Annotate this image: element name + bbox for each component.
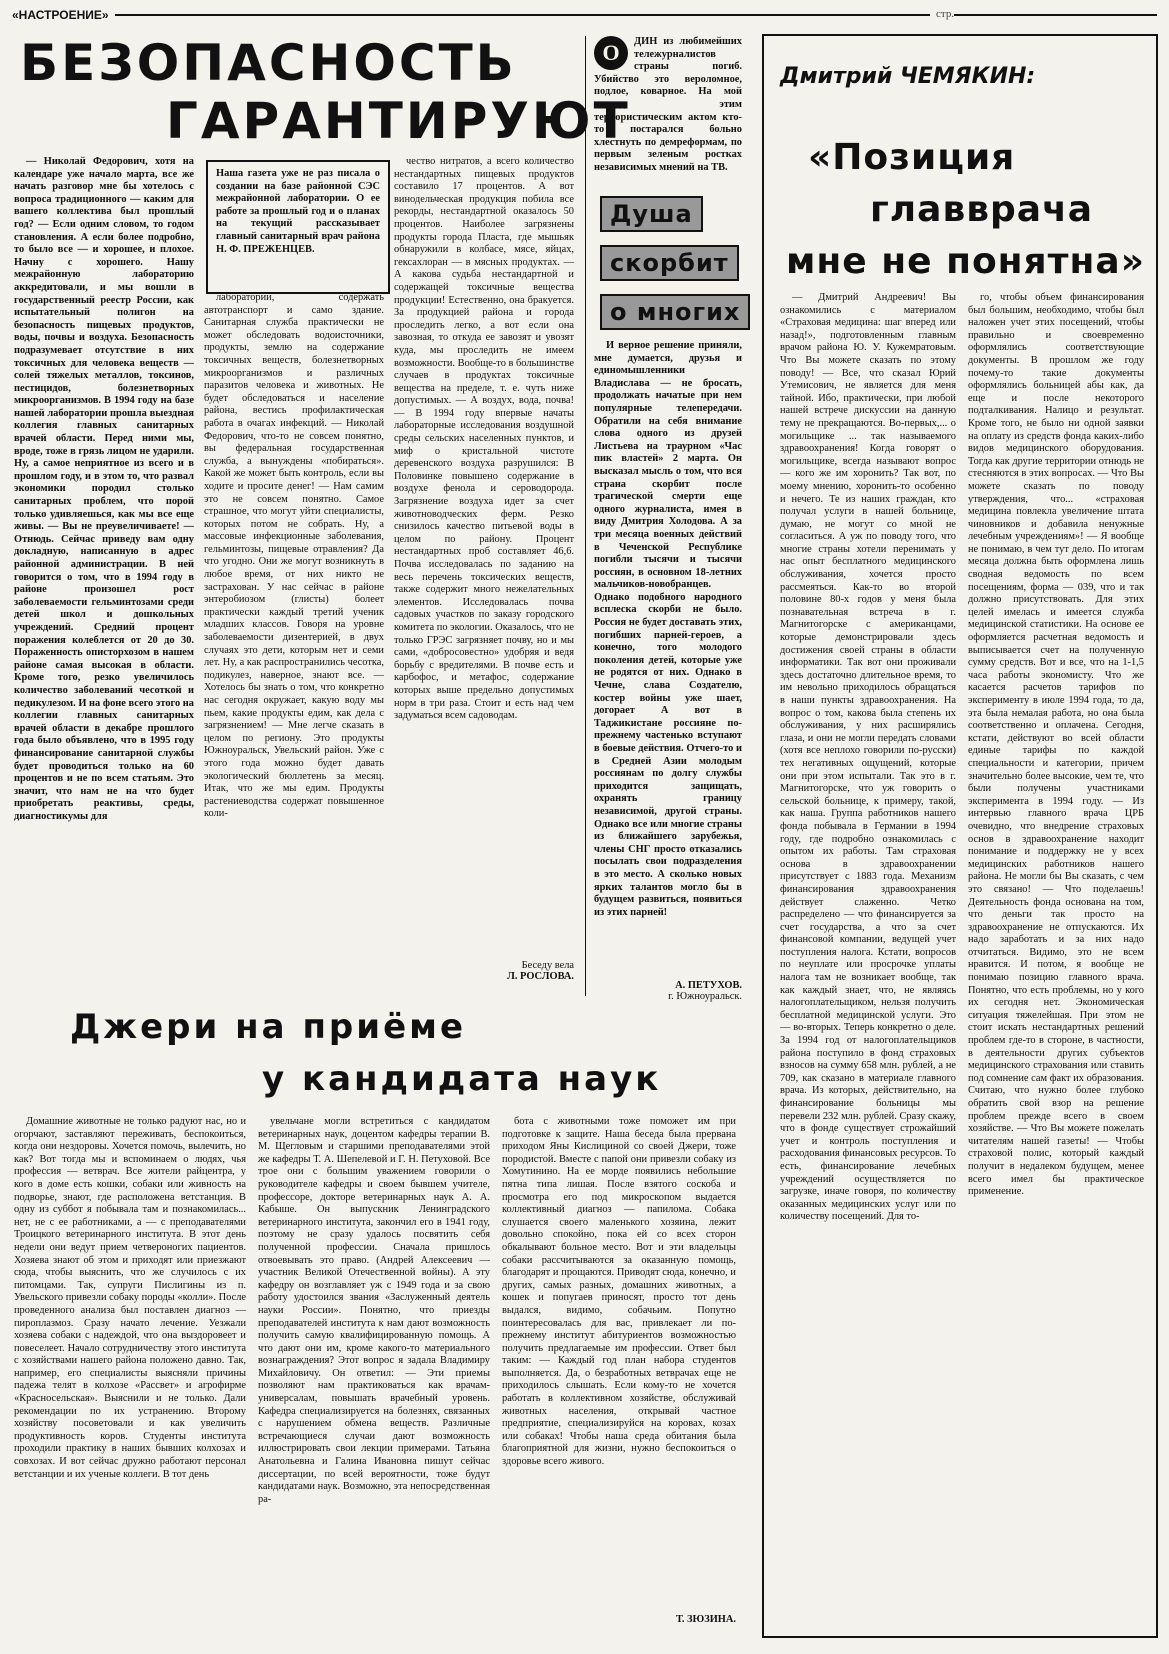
article3-column-2	[258, 1116, 490, 1634]
article2-body-text: И верное решение приняли, мне думается, друзья и единомышленники Владислава — не бросать, продолжать начатые при нем популярные телепередачи. Обратили на себя внимание слова одного из друзей Листьева на траурном «Час пик властей» 2 марта. Он высказал мысль о том, что вся страна скорбит после трагической смерти еще одного журналиста, имея в виду Дмитрия Холодова. А за три месяца военных действий в Чеченской Республике погибли тысячи и тысячи россиян, в основном 18-летних мальчиков-новобранцев. Однако подобного народного всплеска скорби не было. Россия не будет доставать этих, погибших парней-героев, а конечно, того молодого поколения детей, которые уже не родятся от них. Однако в Чечне, слава Создателю, костер войны уже шает, догорает А вот в Таджикистане россияне по-прежнему частенько вступают в боевые действия. Отчего-то и в Средней Азии молодым россиянам по долгу службы приходится защищать, охранять границу независимой, другой страны. Однако все или многие страны из ближайшего зарубежья, члены СНГ просто отказались посылать свои подразделения в это место. А сколько новых ярких талантов могло бы в будущем развиться, появиться из этих парней!	[594, 340, 742, 918]
article1-lead-box: Наша газета уже не раз писала о создании на базе районной СЭС межрайонной лаборатории. О ее работе за прошлый год и о планах на текущий рассказывает главный санитарный врач района Н. Ф. ПРЕЖЕНЦЕВ.	[206, 160, 390, 294]
article1-title-line1: БЕЗОПАСНОСТЬ	[20, 34, 517, 92]
article4-title-line3: мне не понятна»	[786, 241, 1145, 282]
article4-column-2	[968, 292, 1144, 1622]
article2-city: г. Южноуральск.	[668, 991, 742, 1002]
article2-author: А. ПЕТУХОВ.	[675, 980, 742, 991]
article1-signature-label: Беседу вела	[521, 960, 574, 971]
article1-column-1	[14, 156, 194, 976]
article1-column-2	[204, 292, 384, 976]
page-reference: стр.	[930, 8, 954, 20]
article4-col2-text: го, чтобы объем финансирования был большим, необходимо, чтобы был наложен учет этих посещений, чтобы правильно и своевременно оформлялись соответствующие документы. В прошлом же году почему-то такие документы оформлялись больницей абы как, да еще и после некоторого подталкивания. Налицо и результат. Кроме того, не было ни одной заявки на оплату из средств фонда каких-либо видов медицинского оборудования. Тогда как другие территории отнюдь не стесняются в этих вопросах. — Что Вы можете сказать по поводу утверждения, что... «страховая медицина повлекла увеличение штата чиновников и добавила ненужные лечебным учреждениям»! — Я вообще не понимаю, в чем тут дело. По итогам месяца должна быть оформлена лишь сводная ведомость по всем посещениям, форма — 039, что и так должно присутствовать. Для этих целей имелась и имеется служба медицинской статистики. На основе ее оформляется расчетная ведомость и выписывается счет на полученную сумму средств. Вот и все, что на 1-1,5 часа работы экономисту. Что же касается расчетов тарифов по эксперименту в июле 1994 года, то да, эта была немалая работа, но она была соответственно и оплачена. Сегодня, кстати, действуют во всей области единые тарифы по каждой специальности и категории, причем значительно более высокие, чем те, что были получены участниками эксперимента в 1994 году. — Из интервью главного врача ЦРБ очевидно, что внедрение страховых основ в здравоохранение находит понимание и поддержку не у всех медицинских работников нашего района. Не могли бы Вы сказать, с чем это связано! — Что поделаешь! Деятельность фонда основана на том, что деньги так просто на здравоохранение не отпускаются. Их надо заработать и за них надо отчитаться. Видимо, это не всем нравится. И потом, я вообще не понимаю позицию главного врача. Понятно, что есть проблемы, но у кого их сегодня нет. Экономическая ситуация тяжелейшая. При этом не стоит искать нестандартных решений проблем где-то в стороне, в частности, в деятельности других субъектов медицинского страхования или ставить под сомнение сам факт их образования. Считаю, что нужно более глубоко обратить свой взор на решение проблем прежде всего в своем хозяйстве. — Что Вы можете пожелать читателям нашей газеты! — Чтобы страховой полис, который каждый получит в недалеком будущем, менее всего имел бы практическое применение.	[968, 292, 1144, 1198]
article2-tag2-text: скорбит	[600, 245, 739, 281]
article2-tag3-text: о многих	[600, 294, 750, 330]
article4-title-line2: главврача	[870, 189, 1094, 230]
article4-author-name: Дмитрий ЧЕМЯКИН:	[780, 64, 1036, 89]
article3-author: Т. ЗЮЗИНА.	[675, 1614, 736, 1625]
article3-title-line1: Джери на приёме	[70, 1007, 467, 1047]
article1-col3-text: чество нитратов, а всего количество нестандартных пищевых продуктов составило 17 процентов. А вот винодельческая продукция побила все рекорды, нестандартной оказалось 50 процентов. Наиболее загрязнены продукты города Пласта, где мышьяк обнаружили в колбасе, мясе, яйцах, гексахлоран — в мясных продуктах. — А какова судьба нестандартной и содержащей токсичные вещества продукции! Естественно, она бракуется. За продукцией района и города проследить легко, а вот если она завозная, то откуда ее завозят и увозят куда, мы проследить не имеем возможности. Вообще-то в большинстве случаев в продуктах токсичные вещества на пределе, т. е. чуть ниже допустимых. — А воздух, вода, почва! — В 1994 году впервые начаты лабораторные исследования воздушной среды сельских населенных пунктов, и миф о кристальной чистоте деревенского воздуха разрушился: В Половинке повышено содержание в воздухе фенола и сероводорода. Загрязнение воздуха идет за счет животноводческих ферм. Резко снизилось качество питьевой воды в целом по району. Процент нестандартных проб составляет 46,6. Почва исследовалась по заданию на весь перечень токсических веществ, также содержит много нежелательных элементов. Исследовалась почва садовых участков по заказу городского комитета по экологии. Оказалось, что не только ГРЭС загрязняет почву, но и мы сами, «добросовестно» удобряя и ведя борьбу с вредителями. В почве есть и карбофос, и метафос, содержание которых выше предельно допустимых норм в три раза. Стоит и есть над чем задуматься всем садоводам.	[394, 156, 574, 722]
article1-col1-text: — Николай Федорович, хотя на календаре уже начало марта, все же начать разговор мне бы хотелось с вопроса традиционного — каким для вашего коллектива был прошлый год? — Если одним словом, то годом становления. А если более подробно, то было все — и хорошее, и плохое. Начну с хорошего. Нашу межрайонную лабораторию аккредитовали, и мы вошли в государственный реестр России, как испытательный полигон на безопасность пищевых продуктов, воды, почвы и воздуха. Безопасность подразумевает отсутствие в них токсичных для человека веществ — солей тяжелых металлов, токсинов, пестицидов, болезнетворных микроорганизмов. В 1994 году на базе нашей лаборатории прошла выездная коллегия главных санитарных врачей области. Перед ними мы, вроде, тоже в грязь лицом не ударили. Ну, а самое неприятное из всего и в прошлом году, и в этом то, что развал экономики породил столько санитарных проблем, что порой только удивляешься, как мы все еще живы. — Вы не преувеличиваете! — Отнюдь. Сейчас приведу вам одну докладную, написанную в адрес районной администрации. В ней говорится о том, что в 1994 году в районе произошел рост заболеваемости гельминтозами среди детей школ и дошкольных учреждений. Средний процент поражения колеблется от 20 до 30. Пораженность описторхозом в нашем районе самая высокая в области. Кроме того, резко увеличилось количество заболеваний чесоткой и педикулезом. И на фоне всего этого на коллегии главных санитарных врачей области в декабре прошлого года было объявлено, что в 1995 году финансирование санитарной службы будет проводиться только на 60 процентов и не по всем статьям. Это значит, что нам не на что будет приобретать реактивы, среды, диагностикумы для	[14, 156, 194, 822]
article2-dropcap: О	[594, 36, 628, 70]
article2-tag-3	[600, 294, 750, 330]
article3-col2-text: увельчане могли встретиться с кандидатом ветеринарных наук, доцентом кафедры терапии В. М. Щегловым и старшими преподавателями этой же кафедры Т. А. Шепелевой и Г. Н. Петуховой. Все трое они с большим уважением говорили о руководителе кафедры и своем бывшем учителе, профессоре, докторе ветеринарных наук А. А. Кабыше. Он выпускник Ленинградского ветеринарного института, закончил его в 1941 году, поэтому не сразу удалось посвятить себя полученной профессии. Сначала пришлось отвоевывать это право. (Андрей Алексеевич — участник Великой Отечественной войны). А эту кафедру он возглавляет уж с 1949 года и за свою работу удостоился звания «Заслуженный деятель науки России». Понятно, что приезды преподавателей института к нам дают возможность получить самую квалифицированную помощь. А что дают они им, кроме какого-то материального вознаграждения? Этот вопрос я задала Владимиру Михайловичу. Он ответил: — Эти приемы позволяют нам практиковаться как врачам-универсалам, повышать врачебный уровень. Кафедра специализируется на болезнях, связанных с нарушением обмена веществ. Различные встречающиеся случаи дают возможность иллюстрировать свои лекции примерами. Татьяна Анатольевна и Галина Ивановна пишут сейчас диссертации, по всей вероятности, тоже будут кандидатами наук. Возможно, эта непосредственная ра-	[258, 1116, 490, 1505]
header-rule	[12, 14, 1157, 22]
section-rubric: «НАСТРОЕНИЕ»	[12, 8, 115, 22]
article1-column-3	[394, 156, 574, 956]
article2-body	[594, 340, 742, 980]
article1-title-line2: ГАРАНТИРУЮТ	[166, 92, 631, 150]
article1-col2-text: лаборатории, содержать автотранспорт и само здание. Санитарная служба практически не может обследовать водоисточники, продукты, землю на содержание токсичных веществ, болезнетворных микроорганизмов и различных паразитов человека и животных. Не будет обследоваться и население района, вестись профилактическая работа в очагах инфекций. — Николай Федорович, что-то не совсем понятно, вы федеральная государственная служба, а вынуждены «побираться». Какой же может быть контроль, если вы ходите и просите денег! — Нам самим это не совсем понятно. Самое страшное, что могут уйти специалисты, которых потом не собрать. Ну, а массовые инфекционные заболевания, гельминтозы, пищевые отравления? Да что угодно. Они же могут возникнуть в любое время, от них никто не застрахован. У нас сейчас в районе энтеробиозом (глисты) болеет практически каждый третий ученик младших классов. Говоря на уровне заболеваемости дизентерией, в двух случаях это дети, которым нет и семи лет. Ну, а как распространились чесотка, подикулез, наверное, знают все. — Хотелось бы знать о том, что конкретно нас сегодня окружает, какую воду мы пьем, какие продукты едим, как дела с загрязнением! — Мне легче сказать в целом по региону. Это продукты Южноуральск, Увельский район. Уже с этого года можно будет давать экологический бюллетень за месяц. Итак, что же мы едим. Продукты растениеводства содержат повышенное коли-	[204, 292, 384, 820]
article3-col3-text: бота с животными тоже поможет им при подготовке к защите. Наша беседа была прервана приходом Яны Кислициной со своей Джери, тоже породистой. Вместе с папой они привезли собаку из Хомутинино. На ее морде появились небольшие пятна типа лишая. После взятого соскоба и просмотра его под микроскопом выдается коллективный диагноз — папилома. Собака слушается своего маленького хозяина, лежит довольно спокойно, пока ей со всех сторон обкалывают больное место. Вот и эти владельцы собаки рассчитываются за оказанную помощь, благодарят и прощаются. Приводят сюда, конечно, и других, самых разных, домашних животных, а кошек и попугаев приносят, просто тот день выдался, видимо, собачьим. Попутно поинтересовалась для вас, привлекает ли по-прежнему институт абитуриентов возможностью получить предлагаемые им профессии. Ответ был таким: — Каждый год план набора студентов выполняется. Да, о безработных ветврачах еще не приходилось слышать. Если кому-то не хочется работать в коллективном хозяйстве, обслуживай животных населения, открывай частное предприятие, специализируйся на коровах, козах или собаках! Чтобы наша среда обитания была благоприятной для жизни, нужно беспокоиться о здоровье всего живого.	[502, 1116, 736, 1468]
article3-column-1	[14, 1116, 246, 1634]
column-divider	[585, 36, 586, 996]
article2-lead-text: ДИН из любимейших тележурналистов страны погиб. Убийство это вероломное, подлое, коварное. На мой взгляд, этим террористическим актом кто-то постарался больно хлестнуть по демреформам, по первым зеленым ростках независимых мнений на ТВ.	[594, 36, 742, 173]
article1-signature	[394, 960, 574, 982]
article2-tag-1	[600, 196, 703, 232]
article3-col1-text: Домашние животные не только радуют нас, но и огорчают, заставляют переживать, беспокоиться, когда они нездоровы. Хочется помочь, вылечить, но как? Вот тогда мы и вспоминаем о людях, чья профессия — ветврач. Все жители райцентра, у кого в доме есть кошки, собаки или живность на подворье, знают, где расположена ветстанция. В одну из суббот я побывала там и познакомилась... нет, не с ее работниками, а — с преподавателями Троицкого ветеринарного института. В этот день недели они ведут прием четвероногих пациентов. Хозяева знают об этом и приходят или приезжают сюда, чтобы выяснить, что же случилось с их питомцами. Так, супруги Пислигины из п. Увельского привезли собаку породы «колли». После проведенного анализа был поставлен диагноз — пироплазмоз. Сразу начато лечение. Уезжали хозяева собаки с надеждой, что она выздоровеет и повеселеет. Начало сотрудничеству этого института с хозяйствами нашего района положено давно. Так, например, его специалисты выясняли причины падежа телят в колхозе «Рассвет» и агрофирме «Красносельская». Выяснили и не только. Дали рекомендации по их устранению. Второму хозяйству посоветовали и как увеличить продуктивность коров. Студенты института проходили практику в наших бывших колхозах и совхозах. И вот сейчас дружно работают персонал ветстанции и их ученые коллеги. В тот день	[14, 1116, 246, 1480]
article4-column-1	[780, 292, 956, 1622]
article2-lead	[594, 36, 742, 186]
article2-tag1-text: Душа	[600, 196, 703, 232]
article3-title-line2: у кандидата наук	[262, 1059, 662, 1099]
article4-title-line1: «Позиция	[808, 137, 1016, 178]
article4-col1-text: — Дмитрий Андреевич! Вы ознакомились с материалом «Страховая медицина: шаг вперед или назад!», подготовленным главным врачом района Ю. У. Кужемратовым. Что Вы можете сказать по этому поводу! — Все, что сказал Юрий Утемисович, не является для меня тайной. Ибо, практически, при любой нашей встрече дискуссии на данную тему не прекращаются. Во-первых,... о могильщике ... так называемого здравоохранения! Когда говорят о могильщике, всегда называют вопрос — кого же им хоронить? Так вот, по моему мнению, хоронить-то особенно и нечего. Те из наших граждан, кто получал услуги в нашей больнице, думаю, не могут со мной не согласиться. А уж по поводу того, что многие страны хотели перенимать у нас опыт бесплатного медицинского обслуживания, хочется просто рассмеяться. Как-то во второй половине 80-х годов у меня была познавательная встреча в г. Магнитогорске с американцами, которые демонстрировали здесь достижения своей страны в области информатики. Так вот они проживали здесь достаточно длительное время, то им невольно приходилось обращаться в наши пункты здравоохранения. На вопрос о том, какова была степень их обслуживания, у них расширялись глаза, и они не могли передать словами (хотя все неплохо говорили по-русски) тех негативных ощущений, которые они при этом испытали. Так это в г. Магнитогорске, что уж говорить о сельской больнице, к примеру, такой, как наша. Группа работников нашего фонда побывала в Германии в 1994 году, где подробно ознакомилась с опытом их работы. Там страховая основа в здравоохранении присутствует с 1883 года. Механизм финансирования здравоохранения действует слаженно. Четко распределено — что финансируется за счет государства, а что за счет финансовой компании, ведущей учет поступления налога. Кстати, вопросов по неуплате или просрочке уплаты налога там не возникает вообще, так как каждый знает, что, не являясь налогоплательщиком, нельзя получить бесплатной медицинской услуги. Это — во-вторых. Теперь конкретно о деле. За 1994 год от налогоплательщиков района поступило в фонд страховых взносов на сумму 658 млн. рублей, а не 709, как сказано в материале главного врача. Из которых, действительно, на финансирование больницы мы перевели 232 млн. рублей. Сразу скажу, что в фонде существует строжайший учет и контроль поступления и расходования финансовых ресурсов. То есть, финансирование лечебных учреждений осуществляется по загрузке, иначе говоря, по количеству оказанных медицинских услуг или по количеству посещений. Для то-	[780, 292, 956, 1223]
article1-signature-name: Л. РОСЛОВА.	[507, 971, 574, 982]
article3-column-3	[502, 1116, 736, 1612]
article2-signature	[594, 980, 742, 1002]
article2-tag-2	[600, 245, 739, 281]
